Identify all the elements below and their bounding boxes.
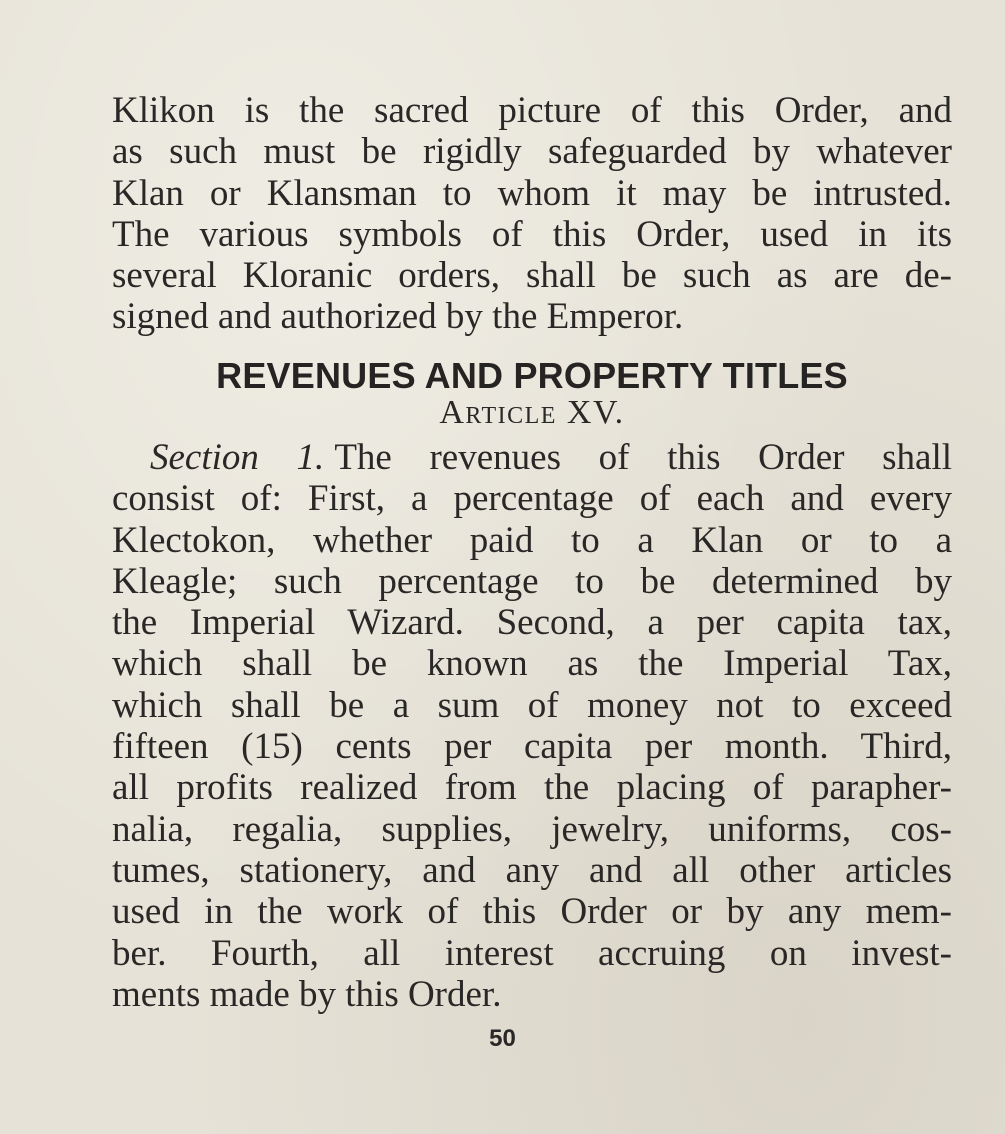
text-line: Kleagle; such percentage to be determined by: [112, 560, 952, 602]
text-line: Klectokon, whether paid to a Klan or to a: [112, 519, 952, 561]
section-label: Section 1.: [150, 437, 325, 478]
text-line: fifteen (15) cents per capita per month. Third,: [112, 726, 952, 768]
text-line-content: The revenues of this Order shall: [334, 437, 952, 478]
text-line: ber. Fourth, all interest accruing on invest-: [112, 932, 952, 974]
text-line-first: [112, 437, 952, 478]
text-line: all profits realized from the placing of parapher-: [112, 767, 952, 809]
text-line: consist of: First, a percentage of each and every: [112, 478, 952, 520]
text-line: The various symbols of this Order, used in its: [112, 213, 952, 255]
text-line: which shall be known as the Imperial Tax,: [112, 643, 952, 685]
text-line: as such must be rigidly safeguarded by whatever: [112, 131, 952, 173]
text-line: tumes, stationery, and any and all other articles: [112, 849, 952, 891]
text-line: Klikon is the sacred picture of this Order, and: [112, 90, 952, 131]
section-heading: REVENUES AND PROPERTY TITLES: [216, 355, 848, 396]
text-line: several Kloranic orders, shall be such as are de-: [112, 255, 952, 297]
text-line: nalia, regalia, supplies, jewelry, uniforms, cos-: [112, 808, 952, 850]
paragraph-klikon: [112, 90, 952, 338]
text-line: ments made by this Order.: [112, 973, 502, 1015]
text-line: which shall be a sum of money not to exceed: [112, 684, 952, 726]
article-heading: Article XV.: [439, 394, 625, 431]
text-line: Klan or Klansman to whom it may be intrusted.: [112, 172, 952, 214]
text-line: signed and authorized by the Emperor.: [112, 296, 684, 338]
paragraph-revenues: [112, 437, 952, 1015]
page-number: 50: [489, 1025, 516, 1052]
text-line: the Imperial Wizard. Second, a per capita tax,: [112, 602, 952, 644]
text-line: used in the work of this Order or by any mem-: [112, 891, 952, 933]
